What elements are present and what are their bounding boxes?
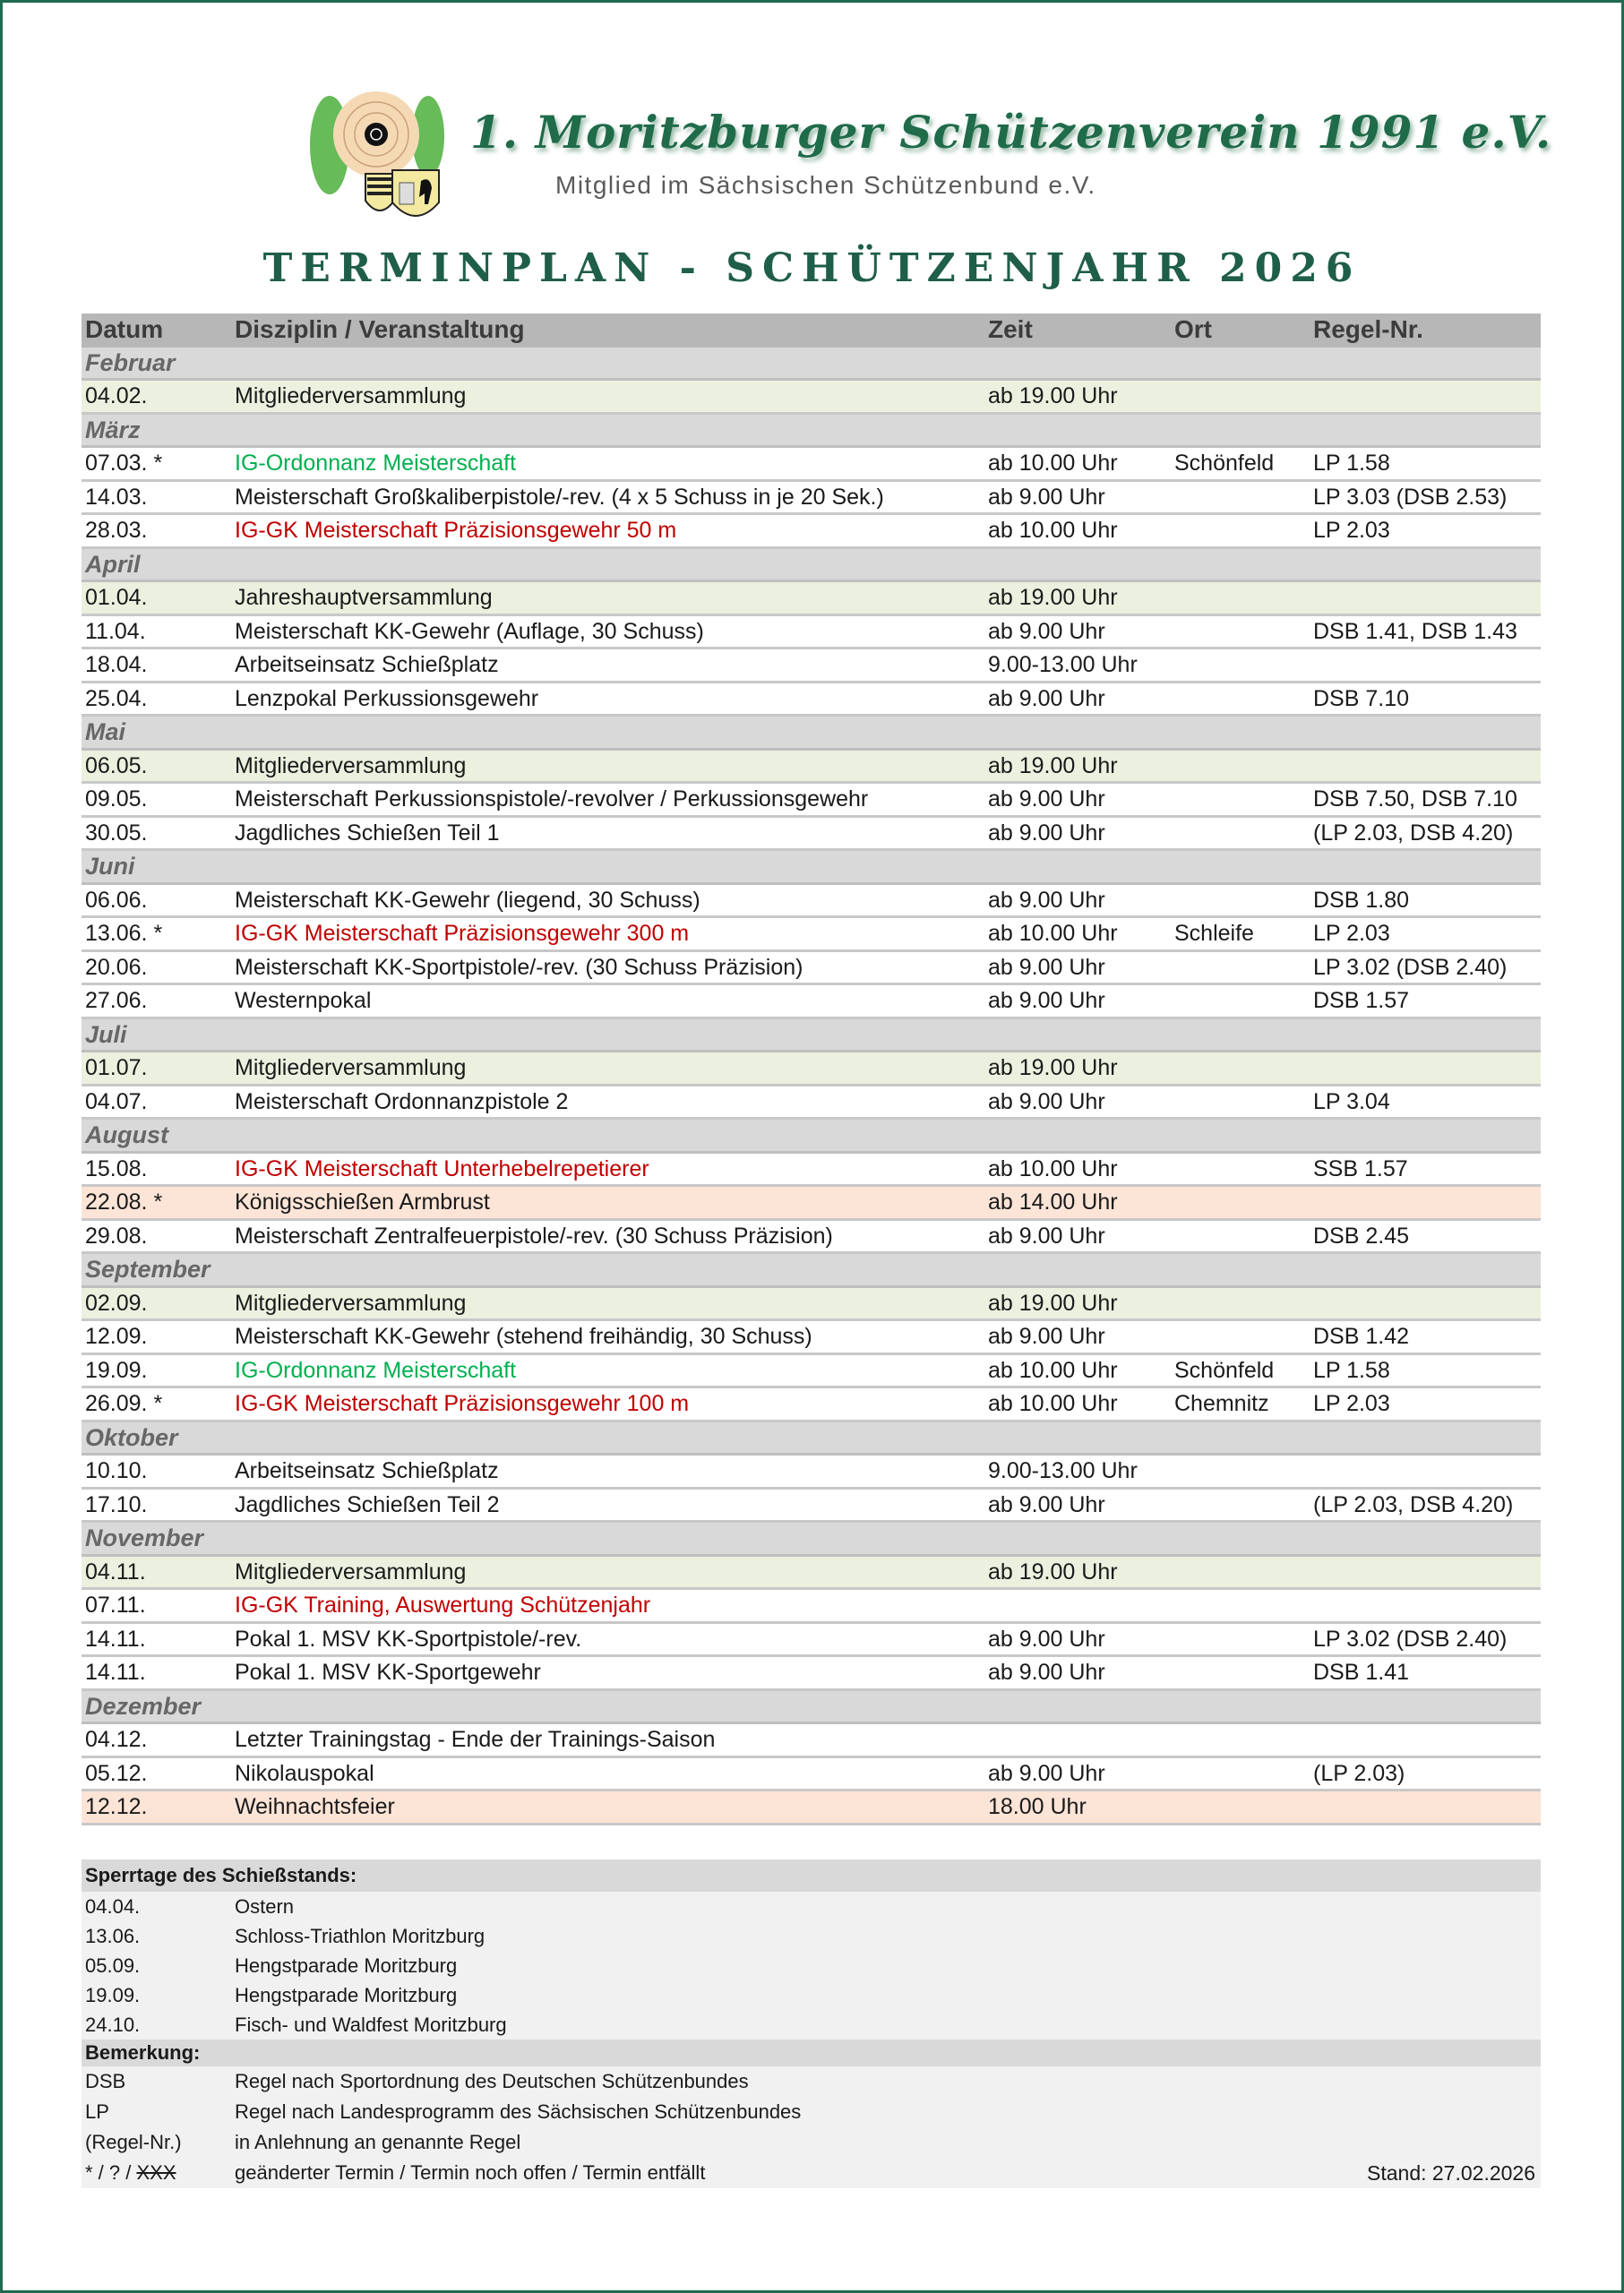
table-row [82,1052,1541,1086]
remark-description: Regel nach Sportordnung des Deutschen Schützenbundes [235,2070,749,2092]
month-label: November [85,1524,204,1551]
event-description: Pokal 1. MSV KK-Sportgewehr [235,1660,541,1685]
event-time: ab 19.00 Uhr [988,383,1118,408]
closed-days-heading: Sperrtage des Schießstands: [82,1859,1541,1892]
event-date: 06.06. [85,887,148,913]
event-date: 20.06. [85,954,148,980]
event-rule: DSB 1.41 [1313,1660,1410,1685]
event-time: ab 10.00 Uhr [988,451,1118,476]
event-date: 17.10. [85,1491,148,1517]
closed-day-item [82,1980,1541,2010]
event-time: ab 10.00 Uhr [988,1391,1118,1416]
event-time: ab 19.00 Uhr [988,752,1118,778]
month-row [82,1254,1541,1288]
month-label: Oktober [85,1423,178,1451]
event-rule: DSB 2.45 [1313,1223,1410,1249]
event-description: Meisterschaft Großkaliberpistole/-rev. (4 x 5 Schuss in je 20 Sek.) [235,484,884,510]
month-row [82,1019,1541,1053]
remark-description: Regel nach Landesprogramm des Sächsischen Schützenbundes [235,2100,802,2123]
event-description: IG-Ordonnanz Meisterschaft [235,1357,517,1383]
event-date: 09.05. [85,786,148,812]
closed-day-date: 04.04. [85,1895,141,1918]
event-rule: LP 2.03 [1313,518,1390,543]
event-time: ab 10.00 Uhr [988,921,1118,946]
legend-description: geänderter Termin / Termin noch offen / Termin entfällt [235,2161,706,2184]
table-row [82,482,1541,516]
remark-item [82,2127,1541,2158]
event-description: Lenzpokal Perkussionsgewehr [235,685,539,711]
column-header-time: Zeit [988,315,1033,343]
event-description: Königsschießen Armbrust [235,1189,490,1215]
event-description: Nikolauspokal [235,1760,374,1786]
table-row [82,1355,1541,1389]
event-date: 04.02. [85,383,148,408]
event-date: 25.04. [85,685,148,711]
event-place: Schönfeld [1174,451,1275,476]
event-time: ab 19.00 Uhr [988,1559,1118,1584]
event-time: ab 10.00 Uhr [988,518,1118,543]
event-rule: DSB 1.80 [1313,887,1410,913]
event-rule: LP 1.58 [1313,1357,1390,1383]
month-label: März [85,416,141,443]
table-row [82,952,1541,986]
event-description: Pokal 1. MSV KK-Sportpistole/-rev. [235,1626,582,1652]
event-rule: (LP 2.03, DSB 4.20) [1313,1491,1514,1517]
event-date: 10.10. [85,1458,148,1483]
event-description: Jagdliches Schießen Teil 1 [235,820,500,846]
event-date: 04.07. [85,1088,148,1114]
event-date: 02.09. [85,1290,148,1316]
table-row [82,1456,1541,1490]
legend-row [82,2158,1541,2188]
event-rule: LP 3.02 (DSB 2.40) [1313,954,1508,980]
legend-marks [85,2158,176,2188]
table-row [82,1791,1541,1825]
event-time: ab 19.00 Uhr [988,1290,1118,1316]
event-time: ab 10.00 Uhr [988,1155,1118,1181]
closed-day-reason: Schloss-Triathlon Moritzburg [235,1925,485,1947]
month-row [82,1691,1541,1725]
event-description: Letzter Trainingstag - Ende der Trainings-Saison [235,1727,716,1752]
month-row [82,1120,1541,1154]
event-description: IG-GK Meisterschaft Präzisionsgewehr 300 m [235,921,690,946]
event-time: ab 9.00 Uhr [988,618,1105,644]
event-description: Meisterschaft Perkussionspistole/-revolver / Perkussionsgewehr [235,786,869,812]
legend-marks-strike: XXX [136,2161,176,2184]
event-description: Jagdliches Schießen Teil 2 [235,1491,500,1517]
event-description: Westernpokal [235,988,372,1013]
event-rule: LP 1.58 [1313,451,1390,476]
remarks-heading: Bemerkung: [82,2040,1541,2066]
table-row [82,818,1541,852]
event-date: 05.12. [85,1760,148,1786]
event-description: Mitgliederversammlung [235,1055,467,1080]
event-description: Arbeitseinsatz Schießplatz [235,1458,499,1483]
event-time: ab 14.00 Uhr [988,1189,1118,1215]
event-description: Arbeitseinsatz Schießplatz [235,652,499,677]
event-time: ab 19.00 Uhr [988,585,1118,610]
event-description: IG-GK Meisterschaft Präzisionsgewehr 100 m [235,1391,690,1416]
event-description: Meisterschaft KK-Sportpistole/-rev. (30 Schuss Präzision) [235,954,803,980]
legend-marks-prefix: * / ? / [85,2161,137,2184]
remark-item [82,2066,1541,2097]
event-rule: DSB 7.10 [1313,685,1410,711]
club-name: 1. Moritzburger Schützenverein 1991 e.V. [470,106,1552,159]
event-description: IG-GK Meisterschaft Unterhebelrepetierer [235,1155,649,1181]
event-description: Meisterschaft KK-Gewehr (stehend freihändig, 30 Schuss) [235,1324,812,1349]
event-date: 29.08. [85,1223,148,1249]
column-header-date: Datum [85,315,164,343]
table-row [82,1321,1541,1355]
month-label: Dezember [85,1692,202,1720]
event-date: 01.07. [85,1055,148,1080]
event-rule: LP 3.02 (DSB 2.40) [1313,1626,1508,1652]
event-time: ab 9.00 Uhr [988,1088,1105,1114]
event-date: 14.03. [85,484,148,510]
table-row [82,751,1541,785]
event-description: IG-GK Meisterschaft Präzisionsgewehr 50 m [235,518,677,543]
closed-day-item [82,2010,1541,2040]
closed-day-reason: Ostern [235,1895,295,1918]
table-row [82,1724,1541,1758]
event-description: IG-Ordonnanz Meisterschaft [235,451,517,476]
event-description: Mitgliederversammlung [235,752,467,778]
page-title: TERMINPLAN - SCHÜTZENJAHR 2026 [262,245,1362,291]
event-date: 04.11. [85,1559,146,1584]
remark-key: LP [85,2100,109,2123]
table-row [82,1758,1541,1792]
event-date: 27.06. [85,988,148,1013]
event-time: ab 9.00 Uhr [988,887,1105,913]
event-time: ab 9.00 Uhr [988,1324,1105,1349]
table-row [82,649,1541,683]
column-header-place: Ort [1174,315,1212,343]
event-rule: LP 3.03 (DSB 2.53) [1313,484,1508,510]
event-place: Chemnitz [1174,1391,1269,1416]
month-label: April [85,550,141,578]
table-row [82,1557,1541,1591]
table-row [82,985,1541,1019]
remarks-list [82,2066,1541,2158]
event-description: Meisterschaft Ordonnanzpistole 2 [235,1088,569,1114]
remark-key: DSB [85,2070,126,2092]
event-description: Meisterschaft KK-Gewehr (Auflage, 30 Schuss) [235,618,704,644]
event-date: 01.04. [85,585,148,610]
closed-day-item [82,1951,1541,1980]
event-date: 18.04. [85,652,148,677]
table-row [82,1490,1541,1524]
closed-day-date: 24.10. [85,2014,141,2036]
event-time: ab 9.00 Uhr [988,1760,1105,1786]
event-time: ab 9.00 Uhr [988,820,1105,846]
event-time: ab 19.00 Uhr [988,1055,1118,1080]
event-time: 9.00-13.00 Uhr [988,652,1138,677]
event-rule: DSB 1.57 [1313,988,1410,1013]
stand-date: Stand: 27.02.2026 [1367,2161,1535,2185]
table-body [82,348,1541,1825]
event-time: ab 9.00 Uhr [988,1660,1105,1685]
month-label: August [85,1121,168,1148]
target-icon [333,91,419,177]
event-place: Schleife [1174,921,1254,946]
event-time: 9.00-13.00 Uhr [988,1458,1138,1483]
event-date: 12.12. [85,1794,148,1819]
month-label: Mai [85,718,126,745]
event-date: 11.04. [85,618,146,644]
event-place: Schönfeld [1174,1357,1275,1383]
closed-day-reason: Fisch- und Waldfest Moritzburg [235,2014,507,2036]
table-row [82,1624,1541,1658]
month-label: September [85,1256,211,1283]
event-time: ab 9.00 Uhr [988,786,1105,812]
event-date: 26.09. * [85,1391,163,1416]
event-date: 06.05. [85,752,148,778]
event-rule: LP 2.03 [1313,1391,1390,1416]
closed-day-date: 19.09. [85,1984,141,2006]
event-rule: DSB 1.41, DSB 1.43 [1313,618,1517,644]
event-date: 14.11. [85,1626,146,1652]
event-time: ab 9.00 Uhr [988,484,1105,510]
remark-item [82,2097,1541,2127]
month-row [82,549,1541,583]
event-time: ab 9.00 Uhr [988,1223,1105,1249]
schedule-table [82,313,1541,1825]
table-header-row [82,313,1541,348]
event-time: ab 9.00 Uhr [988,988,1105,1013]
event-time: ab 9.00 Uhr [988,954,1105,980]
table-row [82,1288,1541,1322]
closed-day-date: 13.06. [85,1925,141,1947]
table-row [82,683,1541,717]
table-row [82,918,1541,952]
event-time: ab 10.00 Uhr [988,1357,1118,1383]
table-row [82,515,1541,549]
table-row [82,616,1541,650]
table-row [82,1154,1541,1188]
event-description: Meisterschaft KK-Gewehr (liegend, 30 Schuss) [235,887,700,913]
table-row [82,1221,1541,1255]
event-description: Mitgliederversammlung [235,1559,467,1584]
month-row [82,717,1541,751]
remark-description: in Anlehnung an genannte Regel [235,2131,521,2153]
club-subtitle: Mitglied im Sächsischen Schützenbund e.V. [555,171,1096,199]
event-description: Weihnachtsfeier [235,1794,395,1819]
closed-day-reason: Hengstparade Moritzburg [235,1984,458,2006]
event-description: IG-GK Training, Auswertung Schützenjahr [235,1593,651,1618]
month-row [82,851,1541,885]
event-date: 12.09. [85,1324,148,1349]
event-rule: (LP 2.03) [1313,1760,1405,1786]
event-time: ab 9.00 Uhr [988,1491,1105,1517]
table-row [82,448,1541,482]
event-date: 19.09. [85,1357,148,1383]
event-date: 13.06. * [85,921,163,946]
event-description: Mitgliederversammlung [235,383,467,408]
month-label: Februar [85,348,176,376]
event-description: Jahreshauptversammlung [235,585,493,610]
club-logo-icon [303,82,455,226]
closed-day-date: 05.09. [85,1954,141,1977]
month-row [82,1523,1541,1557]
table-row [82,582,1541,616]
closed-day-item [82,1921,1541,1951]
event-date: 30.05. [85,820,148,846]
event-rule: LP 2.03 [1313,921,1390,946]
event-description: Mitgliederversammlung [235,1290,467,1316]
event-date: 22.08. * [85,1189,163,1215]
coat-of-arms-icon [365,170,439,216]
event-date: 07.03. * [85,451,163,476]
notes-section [82,1859,1541,2188]
table-row [82,1590,1541,1624]
table-row [82,784,1541,818]
event-rule: DSB 7.50, DSB 7.10 [1313,786,1517,812]
table-row [82,1388,1541,1422]
closed-day-reason: Hengstparade Moritzburg [235,1954,458,1977]
event-date: 07.11. [85,1593,146,1618]
event-rule: DSB 1.42 [1313,1324,1410,1349]
closed-day-item [82,1892,1541,1921]
month-row [82,348,1541,382]
event-time: 18.00 Uhr [988,1794,1087,1819]
table-row [82,885,1541,919]
column-header-event: Disziplin / Veranstaltung [235,315,525,343]
month-row [82,1422,1541,1456]
event-date: 15.08. [85,1155,148,1181]
remark-key: (Regel-Nr.) [85,2131,182,2153]
event-rule: LP 3.04 [1313,1088,1390,1114]
table-row [82,381,1541,415]
month-label: Juni [85,853,135,880]
table-row [82,1187,1541,1221]
table-row [82,1086,1541,1121]
event-rule: (LP 2.03, DSB 4.20) [1313,820,1514,846]
event-date: 14.11. [85,1660,146,1685]
event-time: ab 9.00 Uhr [988,1626,1105,1652]
event-date: 04.12. [85,1727,148,1752]
event-time: ab 9.00 Uhr [988,685,1105,711]
closed-days-list [82,1892,1541,2040]
event-date: 28.03. [85,518,148,543]
table-row [82,1657,1541,1691]
event-rule: SSB 1.57 [1313,1155,1408,1181]
month-label: Juli [85,1020,127,1048]
event-description: Meisterschaft Zentralfeuerpistole/-rev. (30 Schuss Präzision) [235,1223,833,1249]
month-row [82,415,1541,449]
column-header-rule: Regel-Nr. [1313,315,1423,343]
